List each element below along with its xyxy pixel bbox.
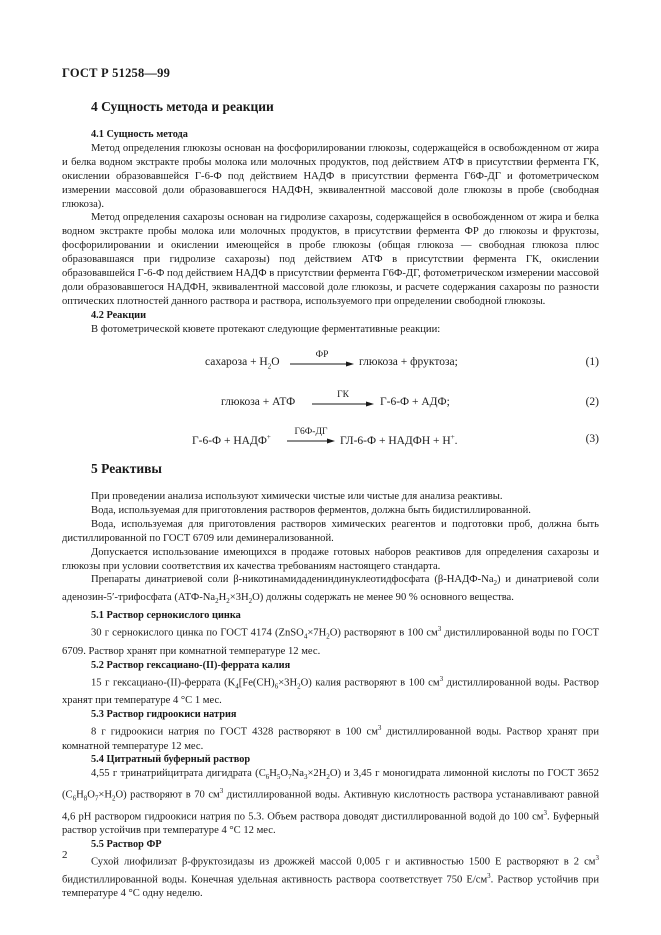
equation-rhs: ГЛ-6-Ф + НАДФН + Н+. — [340, 433, 458, 447]
equation-lhs: Г-6-Ф + НАДФ+ — [192, 433, 271, 447]
reaction-arrow — [287, 427, 335, 445]
arrow-icon — [290, 360, 354, 368]
paragraph: Вода, используемая для приготовления растворов химических реагентов и подготовки проб, должна быть дистиллированной по ГОСТ 6709 или деминерализованной. — [62, 518, 599, 544]
enzyme-label: Г6Ф-ДГ — [294, 427, 328, 437]
section-5-title: 5 Реактивы — [91, 461, 162, 476]
subsection-5-5-title: 5.5 Раствор ФР — [91, 839, 162, 851]
paragraph: Допускается использование имеющихся в продаже готовых наборов реактивов для определения сахарозы и глюкозы при условии соответствия их качества требованиям настоящего стандарта. — [62, 546, 599, 572]
paragraph: 8 г гидроокиси натрия по ГОСТ 4328 растворяют в 100 $см^3$ дистиллированной воды. Раствор хранят при комнатной температуре 12 мес. — [62, 724, 599, 752]
section-4-title: 4 Сущность метода и реакции — [91, 99, 274, 114]
page-number: 2 — [62, 849, 68, 861]
paragraph: При проведении анализа используют химически чистые или чистые для анализа реактивы. — [91, 491, 503, 502]
subsection-4-2-title: 4.2 Реакции — [91, 309, 147, 321]
section-5-body — [62, 490, 599, 901]
paragraph: 30 г сернокислого цинка по ГОСТ 4174 $(ZnSO_4\times 7H_2O)$ растворяют в 100 $см^3$ дистиллированной воды по ГОСТ 6709. Раствор хранят при комнатной температуре 12 мес. — [62, 625, 600, 657]
equation-3 — [62, 427, 599, 449]
equation-number: (2) — [585, 396, 599, 408]
arrow-icon — [287, 437, 335, 445]
reaction-arrow — [290, 350, 354, 368]
enzyme-label: ФР — [315, 350, 329, 360]
equation-2 — [62, 390, 599, 412]
subsection-5-4-title: 5.4 Цитратный буферный раствор — [91, 754, 251, 766]
equation-1 — [62, 350, 599, 372]
paragraph: Метод определения сахарозы основан на гидролизе сахарозы, содержащейся в освобожденном от жира и белка водном экстракте пробы молока или молочных продуктов, в присутствии фермента ФР до глюкозы и фруктозы, фосфорилировании и окислении имеющейся в пробе глюкозы (общая глюкоза — свободная глюкоза плюс образовавшаяся при гидролизе сахарозы) под действием АТФ в присутствии фермента ГК, окислении образовавшейся Г-6-Ф под действием НАДФ в присутствии фермента Г6Ф-ДГ, фотометрическом измерении массовой доли образовавшегося НАДФН, эквивалентной массовой доле глюкозы, и расчете содержания сахарозы по разности оптических плотностей данного раствора и раствора, используемого при определении свободной глюкозы. — [62, 212, 599, 307]
paragraph: 4,55 г тринатрийцитрата дигидрата $(C_6H_5O_7Na_3\times 2H_2O)$ и 3,45 г моногидрата лимонной кислоты по ГОСТ 3652 $(C_6H_8O_7\times H_2O)$ растворяют в 70 $см^3$ дистиллированной воды. Активную кислотность раствора устанавливают равной 4,6 pH раствором гидроокиси натрия по 5.3. Объем раствора доводят дистиллированной водой до 100 $см^3$. Буферный раствор устойчив при температуре 4 °С 12 мес. — [62, 768, 600, 837]
enzyme-label: ГК — [337, 390, 349, 400]
subsection-4-1-title: 4.1 Сущность метода — [91, 129, 188, 140]
equation-number: (3) — [585, 433, 599, 445]
subsection-5-3-title: 5.3 Раствор гидроокиси натрия — [91, 709, 237, 721]
equation-lhs: глюкоза + АТФ — [221, 396, 296, 408]
arrow-icon — [312, 400, 374, 408]
paragraph: 15 г гексациано-(II)-феррата ($K_4[Fe(CH)_6\times 3H_2O)$ калия растворяют в 100 $см^3$ дистиллированной воды. Раствор хранят при температуре 4 °С 1 мес. — [62, 674, 599, 707]
equation-lhs: сахароза + $H_2O$ — [205, 356, 280, 371]
subsection-5-1-title: 5.1 Раствор сернокислого цинка — [91, 610, 241, 622]
equation-rhs: Г-6-Ф + АДФ; — [380, 396, 450, 408]
document-code: ГОСТ Р 51258—99 — [62, 66, 171, 80]
paragraph: Препараты динатриевой соли β-никотинамидадениндинуклеотидфосфата $(\beta-НАДФ-Na_2)$ и динатриевой соли аденозин-5′-трифосфата $(АТФ-Na_2H_2\times 3H_2O)$ должны содержать не менее 90 % основного вещества. — [62, 574, 599, 606]
paragraph: В фотометрической кювете протекают следующие ферментативные реакции: — [91, 323, 441, 335]
paragraph: Вода, используемая для приготовления растворов ферментов, должна быть бидистиллированной. — [91, 504, 531, 516]
equation-number: (1) — [585, 356, 599, 368]
section-4-body — [62, 128, 599, 337]
paragraph: Сухой лиофилизат β-фруктозидазы из дрожжей массой 0,005 г и активностью 1500 Е растворяют в 2 $см^3$ бидистиллированной воды. Конечная удельная активность раствора соответствует 750 $Е/см^3$. Раствор устойчив при температуре 4 °С одну неделю. — [62, 854, 599, 900]
paragraph: Метод определения глюкозы основан на фосфорилировании глюкозы, содержащейся в освобожденном от жира и белка водном экстракте пробы молока или молочных продуктов, под действием АТФ в присутствии фермента ГК, окислении образовавшейся Г-6-Ф под действием НАДФ в присутствии фермента Г6Ф-ДГ и фотометрическом измерении массовой доли образовавшегося НАДФН, эквивалентной массовой доле глюкозы в пробе (свободная глюкоза). — [62, 142, 599, 210]
reaction-arrow — [312, 390, 374, 408]
subsection-5-2-title: 5.2 Раствор гексациано-(II)-феррата калия — [91, 659, 291, 671]
equation-rhs: глюкоза + фруктоза; — [359, 356, 458, 368]
